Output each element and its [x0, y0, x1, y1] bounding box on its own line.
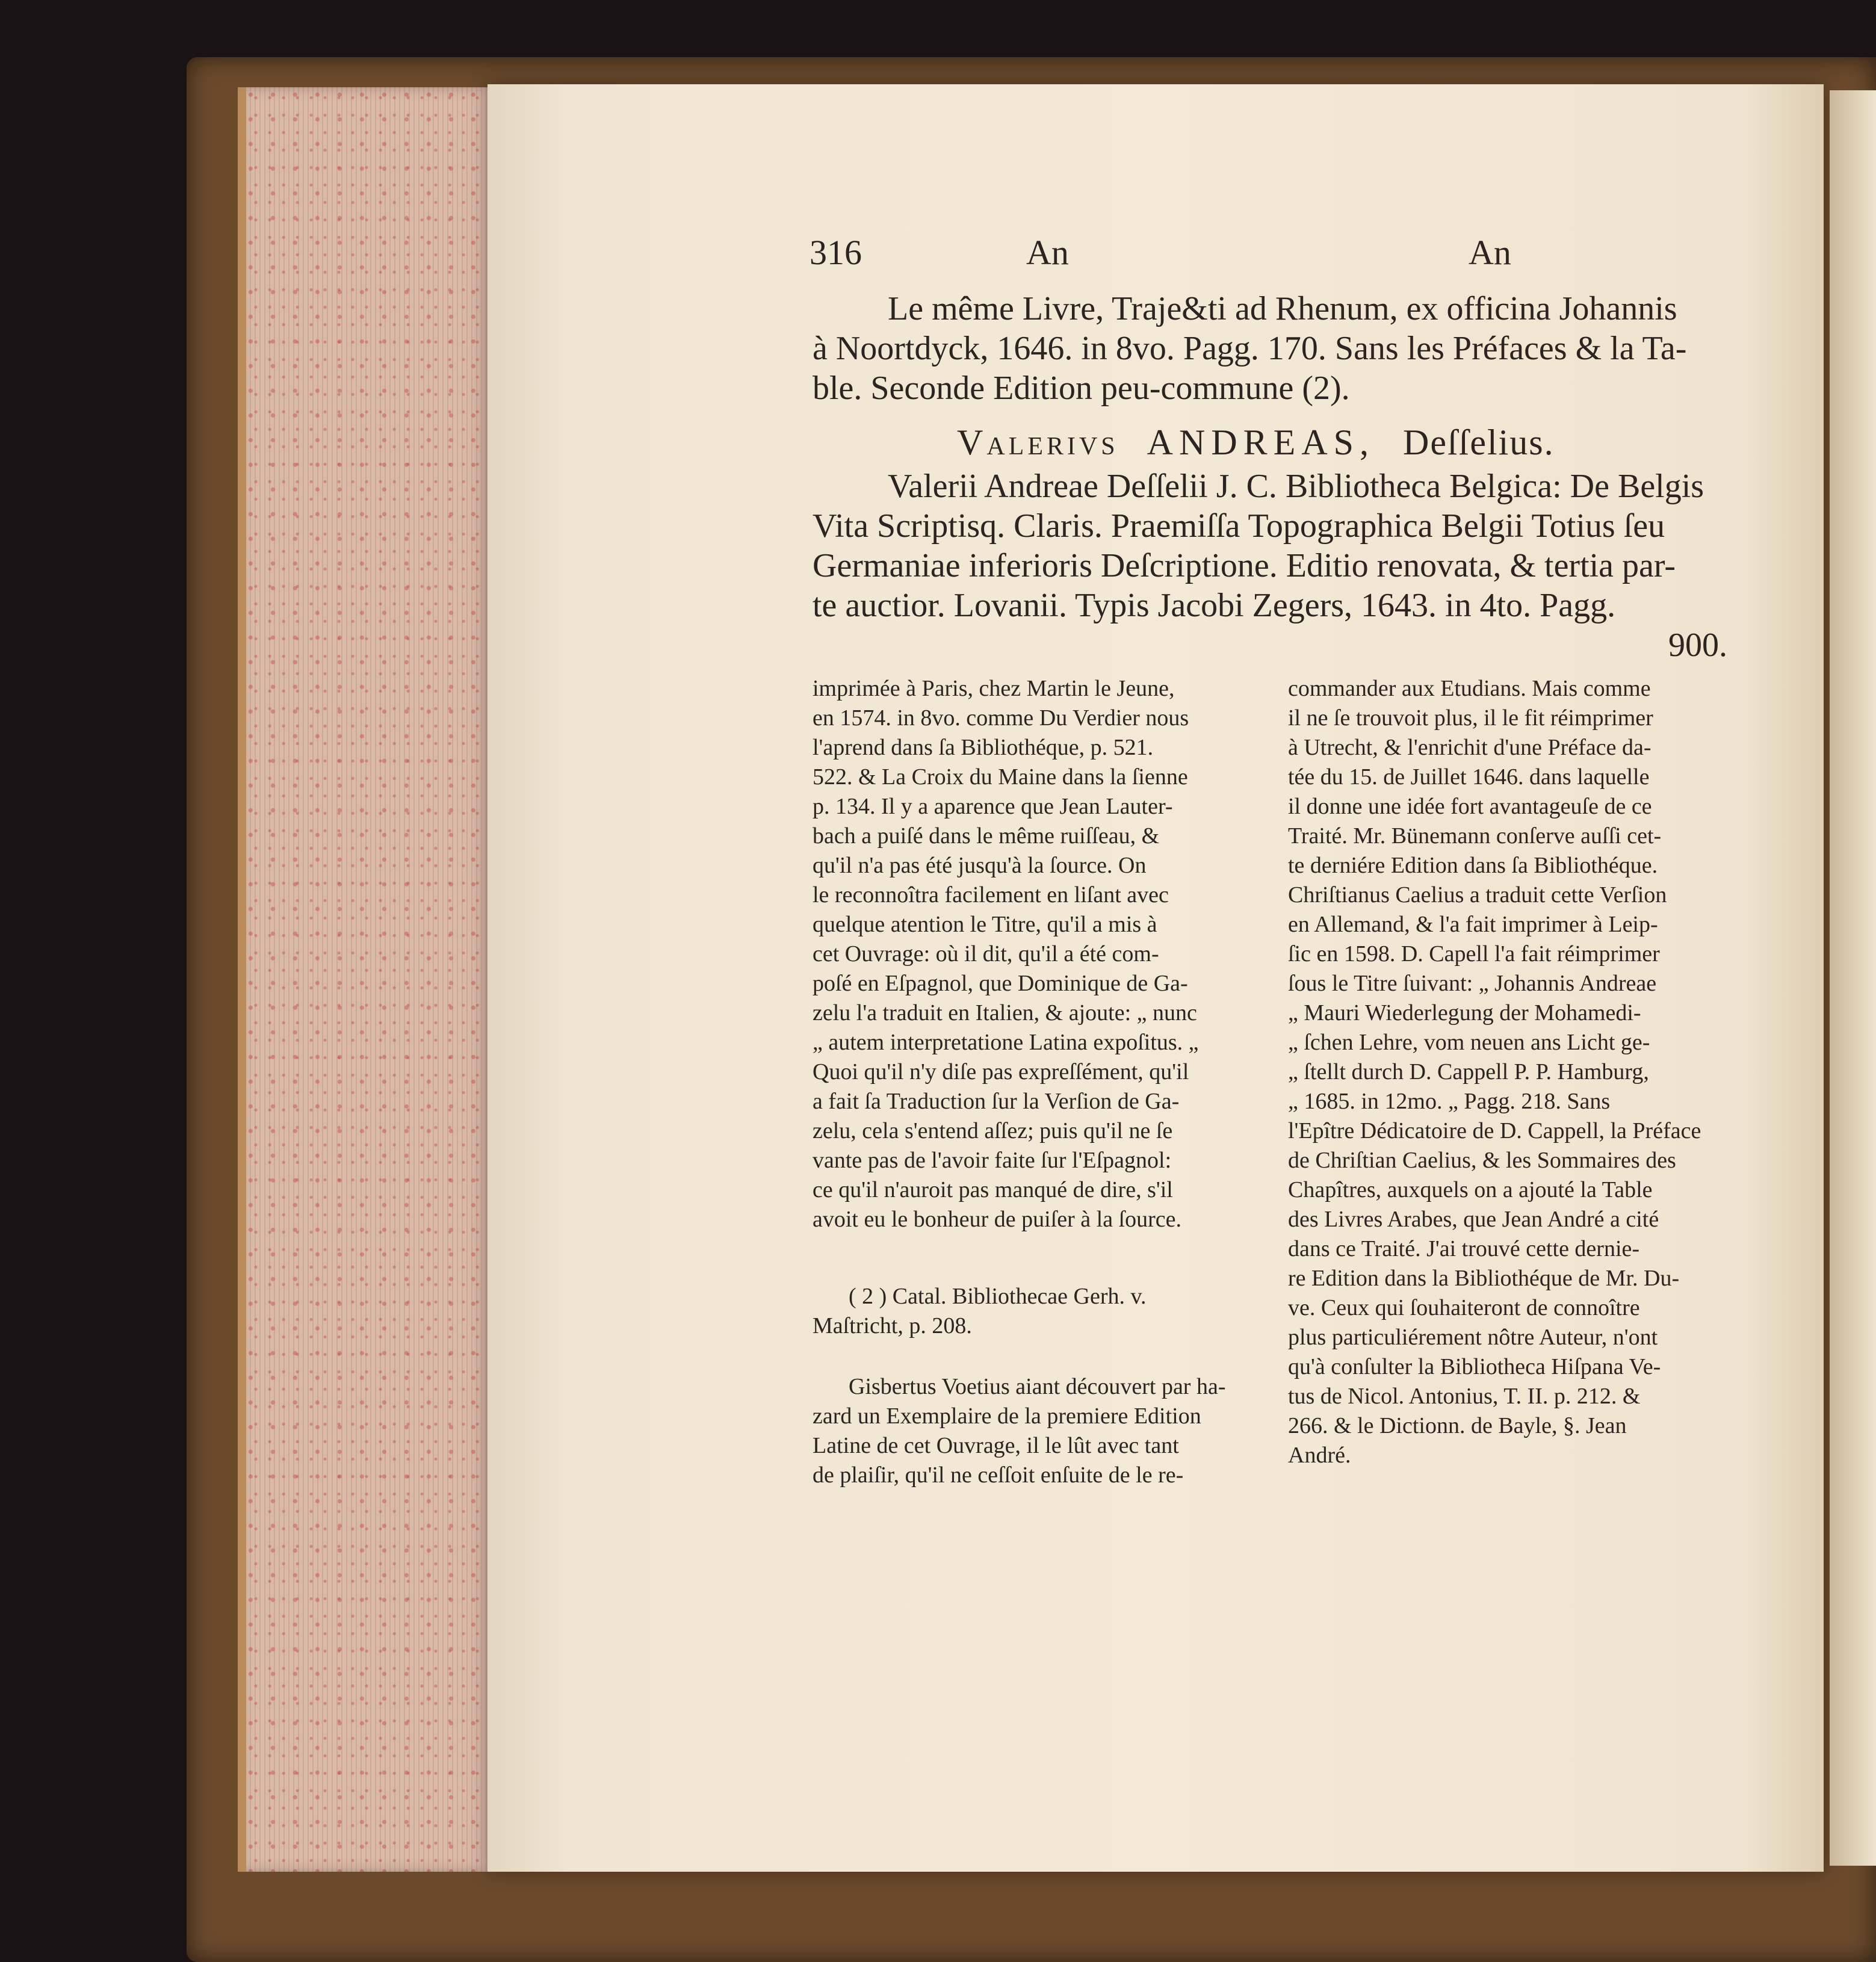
text-line: ce qu'il n'auroit pas manqué de dire, s'il — [813, 1177, 1173, 1202]
text-line: „ ſchen Lehre, vom neuen ans Licht ge- — [1288, 1030, 1650, 1055]
text-line: des Livres Arabes, que Jean André a cité — [1288, 1207, 1659, 1232]
text-line: Maſtricht, p. 208. — [813, 1313, 972, 1338]
text-line: „ autem interpretatione Latina expoſitus. „ — [813, 1030, 1199, 1055]
text-line: bach a puiſé dans le même ruiſſeau, & — [813, 823, 1160, 849]
text-line: „ 1685. in 12mo. „ Pagg. 218. Sans — [1288, 1089, 1611, 1114]
text-line: à Noortdyck, 1646. in 8vo. Pagg. 170. Sans les Préfaces & la Ta- — [813, 330, 1687, 367]
text-line: ve. Ceux qui ſouhaiteront de connoître — [1288, 1295, 1640, 1320]
text-line: Vita Scriptisq. Claris. Praemiſſa Topographica Belgii Totius ſeu — [813, 507, 1665, 545]
text-line: de Chriſtian Caelius, & les Sommaires des — [1288, 1148, 1676, 1173]
left-column-continued — [813, 1372, 1258, 1490]
entry-paragraph — [813, 466, 1727, 665]
text-line: zelu, cela s'entend aſſez; puis qu'il ne ſe — [813, 1118, 1173, 1143]
text-line: 266. & le Dictionn. de Bayle, §. Jean — [1288, 1413, 1627, 1438]
text-line: commander aux Etudians. Mais comme — [1288, 676, 1651, 701]
text-line: p. 134. Il y a aparence que Jean Lauter- — [813, 794, 1173, 819]
text-line: Le même Livre, Traje&ti ad Rhenum, ex officina Johannis — [888, 290, 1677, 327]
text-line: Quoi qu'il n'y diſe pas expreſſément, qu'il — [813, 1059, 1189, 1085]
text-line: Gisbertus Voetius aiant découvert par ha- — [849, 1374, 1226, 1399]
text-line: dans ce Traité. J'ai trouvé cette dernie- — [1288, 1236, 1640, 1261]
running-head-right: An — [1469, 233, 1511, 272]
text-line: de plaiſir, qu'il ne ceſſoit enſuite de le re- — [813, 1462, 1184, 1488]
text-line: en Allemand, & l'a fait imprimer à Leip- — [1288, 912, 1658, 937]
entry-heading — [957, 421, 1555, 463]
text-line: ble. Seconde Edition peu-commune (2). — [813, 370, 1350, 407]
text-line: te derniére Edition dans ſa Bibliothéque. — [1288, 853, 1658, 878]
text-line: 522. & La Croix du Maine dans la ſienne — [813, 764, 1188, 790]
text-line: l'aprend dans ſa Bibliothéque, p. 521. — [813, 735, 1154, 760]
text-line: te auctior. Lovanii. Typis Jacobi Zegers, 1643. in 4to. Pagg. — [813, 587, 1616, 624]
text-line: quelque atention le Titre, qu'il a mis à — [813, 912, 1157, 937]
text-line: ( 2 ) Catal. Bibliothecae Gerh. v. — [849, 1284, 1147, 1309]
text-line: cet Ouvrage: où il dit, qu'il a été com- — [813, 941, 1159, 967]
text-line: il donne une idée fort avantageuſe de ce — [1288, 794, 1652, 819]
text-line: Chapîtres, auxquels on a ajouté la Table — [1288, 1177, 1653, 1202]
text-line: vante pas de l'avoir faite ſur l'Eſpagnol: — [813, 1148, 1172, 1173]
footnote — [813, 1282, 1258, 1341]
text-line: „ ſtellt durch D. Cappell P. P. Hamburg, — [1288, 1059, 1649, 1085]
text-line: l'Epître Dédicatoire de D. Cappell, la Préface — [1288, 1118, 1701, 1143]
text-line: ſic en 1598. D. Capell l'a fait réimprimer — [1288, 941, 1660, 967]
text-line: Chriſtianus Caelius a traduit cette Verſion — [1288, 882, 1667, 908]
text-line: Latine de cet Ouvrage, il le lût avec tant — [813, 1433, 1179, 1458]
text-line: Valerii Andreae Deſſelii J. C. Bibliotheca Belgica: De Belgis — [888, 468, 1704, 505]
text-line: à Utrecht, & l'enrichit d'une Préface da- — [1288, 735, 1652, 760]
left-column — [813, 674, 1258, 1234]
text-line: imprimée à Paris, chez Martin le Jeune, — [813, 676, 1175, 701]
heading-name: ANDREAS, — [1147, 422, 1375, 462]
text-line: zard un Exemplaire de la premiere Edition — [813, 1403, 1201, 1429]
text-line: tée du 15. de Juillet 1646. dans laquelle — [1288, 764, 1650, 790]
right-column — [1288, 674, 1730, 1470]
text-line: André. — [1288, 1443, 1351, 1468]
text-line: ſous le Titre ſuivant: „ Johannis Andreae — [1288, 971, 1657, 996]
entry-pages: 900. — [1668, 627, 1727, 664]
text-line: qu'à conſulter la Bibliotheca Hiſpana Ve- — [1288, 1354, 1661, 1379]
text-line: tus de Nicol. Antonius, T. II. p. 212. & — [1288, 1384, 1641, 1409]
text-line: avoit eu le bonheur de puiſer à la ſource. — [813, 1207, 1182, 1232]
text-line: en 1574. in 8vo. comme Du Verdier nous — [813, 705, 1189, 731]
text-line: „ Mauri Wiederlegung der Mohamedi- — [1288, 1000, 1641, 1026]
text-line: qu'il n'a pas été jusqu'à la ſource. On — [813, 853, 1147, 878]
page-fore-edge — [238, 87, 499, 1872]
text-line: poſé en Eſpagnol, que Dominique de Ga- — [813, 971, 1188, 996]
text-line: zelu l'a traduit en Italien, & ajoute: „ nunc — [813, 1000, 1197, 1026]
text-line: Traité. Mr. Bünemann conſerve auſſi cet- — [1288, 823, 1662, 849]
top-paragraph — [813, 289, 1727, 408]
page-number: 316 — [810, 233, 862, 272]
facing-page-edge — [1830, 90, 1876, 1866]
heading-prefix: Valerivs — [957, 422, 1119, 462]
heading-suffix: Deſſelius. — [1403, 422, 1555, 462]
text-line: re Edition dans la Bibliothéque de Mr. Du- — [1288, 1266, 1680, 1291]
text-line: plus particuliérement nôtre Auteur, n'ont — [1288, 1325, 1658, 1350]
running-head-left: An — [1026, 233, 1069, 272]
text-line: il ne ſe trouvoit plus, il le fit réimprimer — [1288, 705, 1653, 731]
text-line: Germaniae inferioris Deſcriptione. Editio renovata, & tertia par- — [813, 547, 1676, 584]
text-line: le reconnoîtra facilement en liſant avec — [813, 882, 1169, 908]
text-line: a fait ſa Traduction ſur la Verſion de Ga- — [813, 1089, 1180, 1114]
